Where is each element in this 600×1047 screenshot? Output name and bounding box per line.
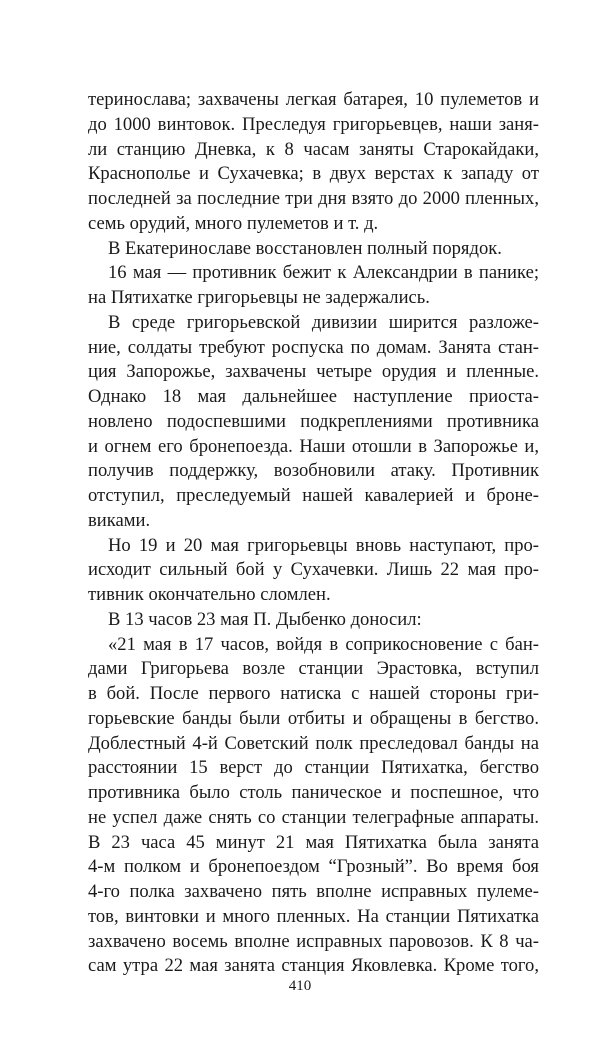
text-line: последней за последние три дня взято до 2000 пленных, [88,188,539,209]
text-line: в бой. После первого натиска с нашей стороны гри- [88,683,539,704]
text-line: 16 мая — противник бежит к Александрии в панике; [108,262,539,284]
text-line: горьевские банды были отбиты и обращены в бегство. [88,707,539,729]
text-line: 4-м полком и бронепоездом “Грозный”. Во время боя [88,856,539,878]
text-line: сам утра 22 мая занята станция Яковлевка. Кроме того, [88,955,539,977]
text-line: не успел даже снять со станции телеграфные аппараты. [88,806,539,828]
text-line: Однако 18 мая дальнейшее наступление приоста- [88,386,539,407]
text-line: тивник окончательно сломлен. [88,584,331,605]
text-line: «21 мая в 17 часов, войдя в соприкосновение с бан- [108,633,539,655]
text-line: теринослава; захвачены легкая батарея, 10 пулеметов и [88,89,539,110]
text-line: до 1000 винтовок. Преследуя григорьевцев, наши заня- [88,113,539,135]
page-number: 410 [288,978,312,994]
text-line: ние, солдаты требуют роспуска по домам. Занята стан- [88,336,539,358]
text-line: семь орудий, много пулеметов и т. д. [88,212,379,234]
text-line: В среде григорьевской дивизии ширится разложе- [108,311,539,333]
text-line: на Пятихатке григорьевцы не задержались. [88,287,430,308]
text-line: Доблестный 4-й Советский полк преследовал банды на [88,732,539,754]
text-line: Краснополье и Сухачевка; в двух верстах к западу от [88,163,539,185]
text-line: В Екатеринославе восстановлен полный порядок. [108,237,502,259]
page-body-text [88,88,539,979]
text-line: 4-го полка захвачено пять вполне исправных пулеме- [88,881,539,902]
text-line: ли станцию Дневка, к 8 часам заняты Старокайдаки, [88,138,539,160]
text-line: ция Запорожье, захвачены четыре орудия и пленные. [88,361,539,383]
text-line: Но 19 и 20 мая григорьевцы вновь наступают, про- [108,534,539,556]
text-line: захвачено восемь вполне исправных паровозов. К 8 ча- [88,930,539,952]
text-line: В 13 часов 23 мая П. Дыбенко доносил: [108,608,422,630]
text-line: дами Григорьева возле станции Эрастовка, вступил [88,658,539,680]
text-line: виками. [88,509,151,531]
text-line: противника было столь паническое и поспешное, что [88,782,539,803]
text-line: тов, винтовки и много пленных. На станции Пятихатка [88,905,539,927]
text-line: расстоянии 15 верст до станции Пятихатка, бегство [88,757,539,779]
text-line: исходит сильный бой у Сухачевки. Лишь 22 мая про- [88,559,539,581]
text-line: В 23 часа 45 минут 21 мая Пятихатка была занята [88,831,539,853]
text-line: отступил, преследуемый нашей кавалерией и броне- [88,485,539,506]
text-line: и огнем его бронепоезда. Наши отошли в Запорожье и, [88,435,539,457]
text-line: новлено подоспевшими подкреплениями противника [88,410,539,432]
text-line: получив поддержку, возобновили атаку. Противник [88,460,539,482]
